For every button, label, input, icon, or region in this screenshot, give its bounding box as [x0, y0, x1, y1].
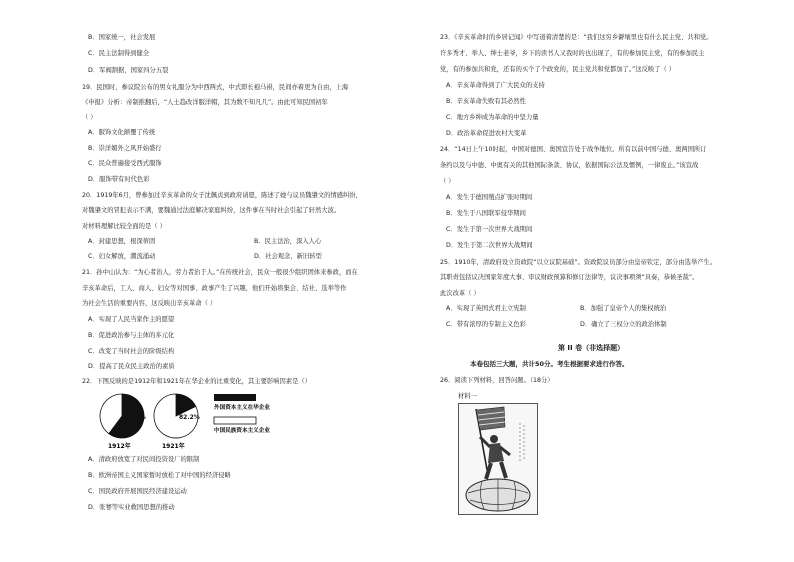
q24-paren: （ ）: [440, 178, 455, 185]
q20-option-d: D．社会观念，新旧转型: [254, 253, 322, 260]
q21-option-d: D．提高了民众民主政治的素质: [88, 363, 175, 370]
pie-0-data-label: 39.8%: [125, 414, 146, 421]
q18-option-c: C．民主法制得到健全: [88, 50, 150, 57]
q25-stem-line2: 其职责包括议决国家年度大事、审议财政预算和修订法律等，议决事项须“具奏，恭候圣裁”。: [440, 274, 699, 281]
legend-light-label: 中国民族资本主义企业: [214, 428, 270, 434]
q25-option-d: D．确立了三权分立的政治体制: [580, 321, 667, 328]
q21-stem-line1: 21．孙中山认为：“为心者治人，劳力者治于人。”在传统社会，民众一般很少组织团体来参政，而在: [82, 269, 358, 276]
legend-dark-label: 外国资本主义在华企业: [214, 405, 270, 411]
q25-option-c: C．带有浓厚的专制主义色彩: [446, 321, 526, 328]
legend-light-swatch: [214, 417, 256, 424]
q22-option-b: B．欧洲帝国主义国家暂时放松了对中国的经济侵略: [88, 472, 231, 479]
q19-option-a: A．服饰文化颠覆了传统: [88, 129, 156, 136]
q21-option-a: A．实现了人民当家作主的愿望: [88, 316, 175, 323]
q25-option-a: A．实现了英国式君主立宪制: [446, 305, 526, 312]
pie-1-data-label: 82.2%: [179, 414, 200, 421]
q22-option-a: A．清政府放宽了对民间投资设厂的限制: [88, 456, 200, 463]
q21-stem-line2: 辛亥革命后，工人、商人、妇女等对国事、政事产生了兴趣，他们开始将集会、结社、选举等作: [82, 285, 347, 292]
material-illustration: [458, 403, 538, 515]
q20-stem-line2: 对魏肇文的冒犯表示不满，要魏通过法庭解决家庭纠纷，这件事在当时社会引起了轩然大波。: [82, 207, 341, 214]
q19-option-c: C．民众普遍接受西式服饰: [88, 160, 162, 167]
q20-option-b: B．民主法治，深入人心: [254, 238, 322, 245]
q24-option-c: C．发生于第一次世界大战期间: [446, 226, 533, 233]
q19-option-d: D．服饰带有时代色彩: [88, 176, 150, 183]
q22-stem: 22．下图反映的是1912年和1921年在华企业的比重变化，其主要影响因素是（）: [82, 378, 311, 385]
q20-stem-line3: 对材料理解比较全面的是（ ）: [82, 223, 166, 230]
q20-option-c: C．妇女解放，潮流涌动: [88, 253, 156, 260]
q19-stem-line2: 《申报》分析：帝制推翻后，“人士趋改洋服洋帽，其为数不知凡几”。由此可知民国初年: [82, 99, 328, 106]
q23-option-d: D．政治革命促进农村大变革: [446, 130, 527, 137]
section-note: 本卷包括三大题，共计50分。考生根据要求进行作答。: [470, 360, 629, 368]
pie-chart-figure: [94, 390, 284, 450]
q23-option-a: A．辛亥革命得到了广大民众的支持: [446, 82, 545, 89]
q25-option-b: B．加强了皇帝个人的集权统治: [580, 305, 667, 312]
q26-material-label: 材料一: [458, 393, 477, 400]
q21-option-c: C．改变了当时社会的阶级结构: [88, 348, 175, 355]
q19-stem-line1: 19．民国时，参议院公布的男女礼服分为中西两式，中式即长袍马褂，民间亦着更为自由，上海: [82, 84, 349, 91]
q23-stem-line3: 党，有的参加共和党，还有的买个了个政党的，民主党共和党都加了。”这反映了（ ）: [440, 66, 676, 73]
q20-option-a: A．封建思想，根深蒂固: [88, 238, 156, 245]
q25-stem-line1: 25．1910年，清政府设立资政院“以立议院基础”。资政院议员部分由皇帝钦定，部分由选举产生。: [440, 259, 717, 266]
q19-option-b: B．崇洋媚外之风开始盛行: [88, 145, 162, 152]
q18-option-b: B．国家统一，社会发展: [88, 34, 156, 41]
q21-option-b: B．促进政治参与主体的多元化: [88, 332, 175, 339]
section-title: 第 II 卷（非选择题）: [558, 344, 625, 352]
q23-stem-line1: 23．《辛亥革命时的乡居记闻》中写道着清楚的是：“我们这穷乡僻壤里也有什么民主党、共和党。: [440, 34, 713, 41]
q24-option-a: A．发生于德国殖点扩张时期间: [446, 194, 533, 201]
q23-option-b: B．辛亥革命失败有其必然性: [446, 98, 526, 105]
q24-stem-line2: 条约以及与中德、中奥有关的其他国际条款、协议，依据国际公法及惯例，一律废止。”该宣战: [440, 162, 699, 169]
q24-option-d: D．发生于第二次世界大战期间: [446, 242, 533, 249]
q20-stem-line1: 20．1919年6月，曾参加过辛亥革命的女子沈佩贞到政府请愿，陈述了她与议员魏肇文的情感纠纷，: [82, 192, 362, 199]
q23-stem-line2: 许多秀才、举人、绅士老爷，乡下的读书人又我时的也出现了，有的参加民主党，有的参加民主: [440, 50, 705, 57]
q21-stem-line3: 为社会生活的重要内容，这反映出辛亥革命（ ）: [82, 300, 217, 307]
q19-paren: （ ）: [82, 114, 97, 121]
q24-stem-line1: 24．“14日上午10时起，中国对德国、奥国宣告处于战争地位。所有以前中国与德、奥两国所订: [440, 146, 707, 153]
q24-option-b: B．发生于八国联军侵华期间: [446, 210, 526, 217]
legend-dark-swatch: [214, 394, 256, 401]
q25-stem-line3: 此次改革（ ）: [440, 290, 480, 297]
pie-1912-label: 1912年: [108, 443, 131, 450]
pie-1921-label: 1921年: [162, 443, 185, 450]
q23-option-c: C．地方乡绅成为革命的中坚力量: [446, 114, 539, 121]
q22-option-d: D．张謇等实业救国思想的推动: [88, 504, 175, 511]
q26-stem: 26．阅读下列材料，回答问题。（18分）: [440, 377, 554, 384]
q18-option-d: D．军阀割据，国家四分五裂: [88, 67, 169, 74]
q22-option-c: C．国民政府开展国民经济建设运动: [88, 488, 187, 495]
